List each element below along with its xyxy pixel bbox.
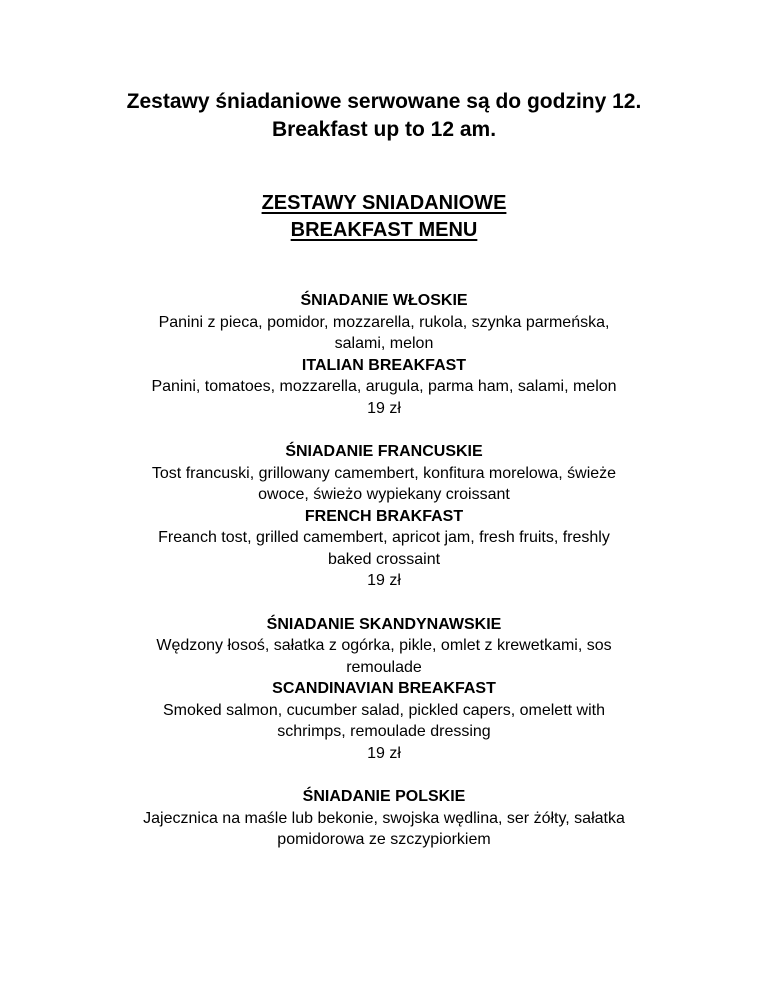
section-title-en: FRENCH BRAKFAST [304, 507, 464, 525]
section-desc-pl-line2: remoulade [346, 658, 422, 676]
menu-section-scandinavian [60, 614, 708, 765]
intro-line-pl: Zestawy śniadaniowe serwowane są do godziny 12. [126, 90, 642, 113]
menu-heading-en: BREAKFAST MENU [290, 219, 478, 241]
menu-sections [60, 290, 708, 873]
section-desc-pl-line1: Jajecznica na maśle lub bekonie, swojska wędlina, ser żółty, sałatka [143, 809, 625, 827]
intro-notice [0, 88, 768, 144]
section-title-pl: ŚNIADANIE WŁOSKIE [300, 292, 468, 309]
section-title-en: ITALIAN BREAKFAST [301, 356, 467, 374]
section-desc-pl-line2: salami, melon [334, 335, 434, 352]
section-desc-en-line1: Smoked salmon, cucumber salad, pickled capers, omelett with [163, 701, 605, 719]
section-desc-en-line2: baked crossaint [327, 550, 441, 568]
section-price: 19 zł [367, 744, 401, 762]
menu-heading-pl: ZESTAWY SNIADANIOWE [261, 192, 507, 214]
menu-heading [0, 190, 768, 244]
section-price: 19 zł [367, 572, 401, 589]
section-title-pl: ŚNIADANIE POLSKIE [302, 788, 466, 805]
section-desc-en-line1: Freanch tost, grilled camembert, apricot jam, fresh fruits, freshly [158, 529, 610, 546]
menu-section-polish [60, 786, 708, 851]
menu-section-italian [60, 290, 708, 419]
section-desc-pl-line1: Wędzony łosoś, sałatka z ogórka, pikle, omlet z krewetkami, sos [156, 637, 612, 654]
section-title-pl: ŚNIADANIE SKANDYNAWSKIE [266, 615, 502, 633]
section-desc-en-line2: schrimps, remoulade dressing [277, 723, 491, 740]
section-desc-pl-line2: pomidorowa ze szczypiorkiem [277, 831, 491, 848]
section-desc-pl-line1: Tost francuski, grillowany camembert, konfitura morelowa, świeże [151, 464, 617, 482]
section-desc-en-line1: Panini, tomatoes, mozzarella, arugula, parma ham, salami, melon [151, 378, 617, 395]
intro-line-en: Breakfast up to 12 am. [271, 118, 497, 141]
section-desc-pl-line1: Panini z pieca, pomidor, mozzarella, rukola, szynka parmeńska, [158, 313, 610, 331]
menu-section-french [60, 441, 708, 592]
section-price: 19 zł [367, 399, 401, 417]
section-title-pl: ŚNIADANIE FRANCUSKIE [285, 443, 483, 460]
section-title-en: SCANDINAVIAN BREAKFAST [272, 680, 496, 697]
section-desc-pl-line2: owoce, świeżo wypiekany croissant [258, 486, 510, 503]
